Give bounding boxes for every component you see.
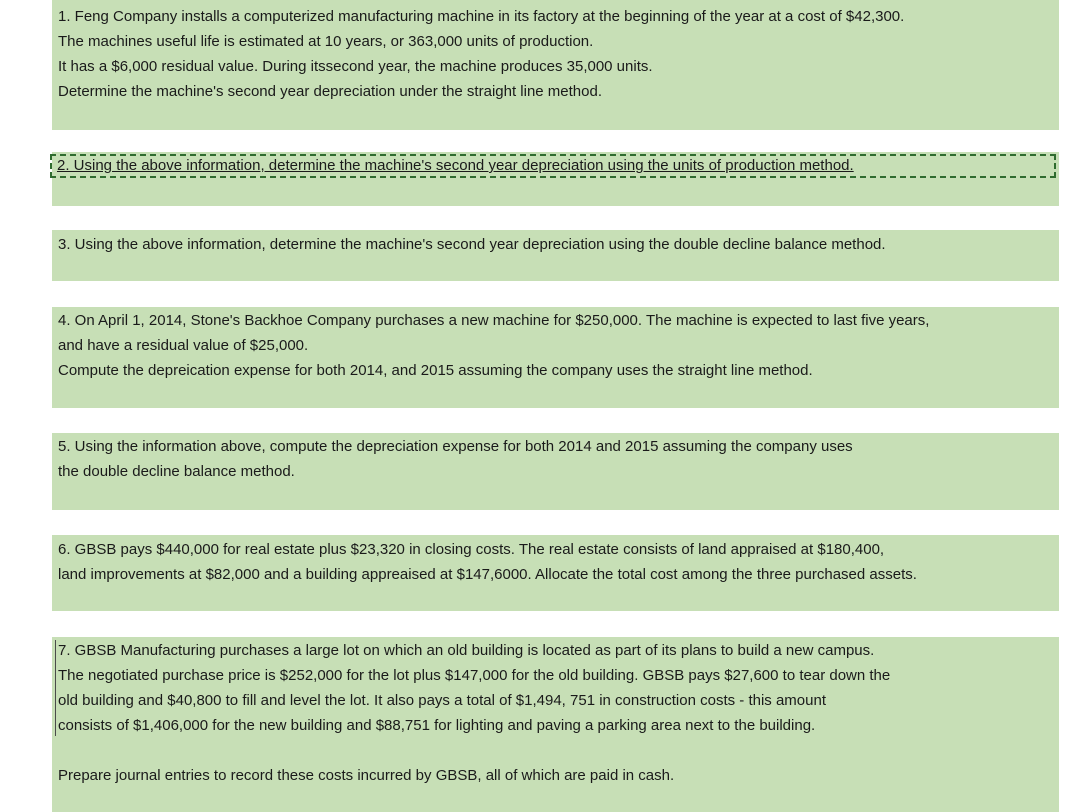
question-6-block[interactable]	[52, 535, 1059, 611]
question-1-line-4: Determine the machine's second year depreciation under the straight line method.	[58, 83, 603, 100]
question-4-block[interactable]	[52, 307, 1059, 408]
question-1-block[interactable]	[52, 0, 1059, 130]
question-1-line-3: It has a $6,000 residual value. During itssecond year, the machine produces 35,000 units.	[58, 58, 653, 75]
question-7-line-2: The negotiated purchase price is $252,000 for the lot plus $147,000 for the old building. GBSB pays $27,600 to tear down the	[58, 667, 891, 684]
question-3-line-1: 3. Using the above information, determine the machine's second year depreciation using the double decline balance method.	[58, 236, 886, 253]
cell-border-line	[55, 640, 56, 736]
question-7-line-3: old building and $40,800 to fill and level the lot. It also pays a total of $1,494, 751 in construction costs - this amount	[58, 692, 826, 709]
question-5-block[interactable]	[52, 433, 1059, 510]
question-4-line-2: and have a residual value of $25,000.	[58, 337, 309, 354]
question-5-line-1: 5. Using the information above, compute the depreciation expense for both 2014 and 2015 assuming the company uses	[58, 438, 853, 455]
question-4-line-1: 4. On April 1, 2014, Stone's Backhoe Company purchases a new machine for $250,000. The machine is expected to last five years,	[58, 312, 930, 329]
question-1-line-2: The machines useful life is estimated at 10 years, or 363,000 units of production.	[58, 33, 594, 50]
question-2-block[interactable]	[52, 152, 1059, 206]
question-5-line-2: the double decline balance method.	[58, 463, 295, 480]
question-7-line-4: consists of $1,406,000 for the new building and $88,751 for lighting and paving a parking area next to the building.	[58, 717, 816, 734]
question-7-line-5: Prepare journal entries to record these costs incurred by GBSB, all of which are paid in cash.	[58, 767, 675, 784]
question-3-block[interactable]	[52, 230, 1059, 281]
selected-cell[interactable]	[50, 154, 1056, 178]
question-7-block[interactable]	[52, 637, 1059, 812]
question-6-line-1: 6. GBSB pays $440,000 for real estate plus $23,320 in closing costs. The real estate consists of land appraised at $180,400,	[58, 541, 885, 558]
spacer	[52, 738, 1059, 763]
question-6-line-2: land improvements at $82,000 and a building appreaised at $147,6000. Allocate the total cost among the three purchased assets.	[58, 566, 917, 583]
question-7-line-1: 7. GBSB Manufacturing purchases a large lot on which an old building is located as part of its plans to build a new campus.	[58, 642, 875, 659]
question-2-line-1: 2. Using the above information, determine the machine's second year depreciation using the units of production method.	[57, 157, 854, 174]
question-4-line-3: Compute the depreication expense for both 2014, and 2015 assuming the company uses the straight line method.	[58, 362, 813, 379]
question-1-line-1: 1. Feng Company installs a computerized manufacturing machine in its factory at the beginning of the year at a cost of $42,300.	[58, 8, 905, 25]
